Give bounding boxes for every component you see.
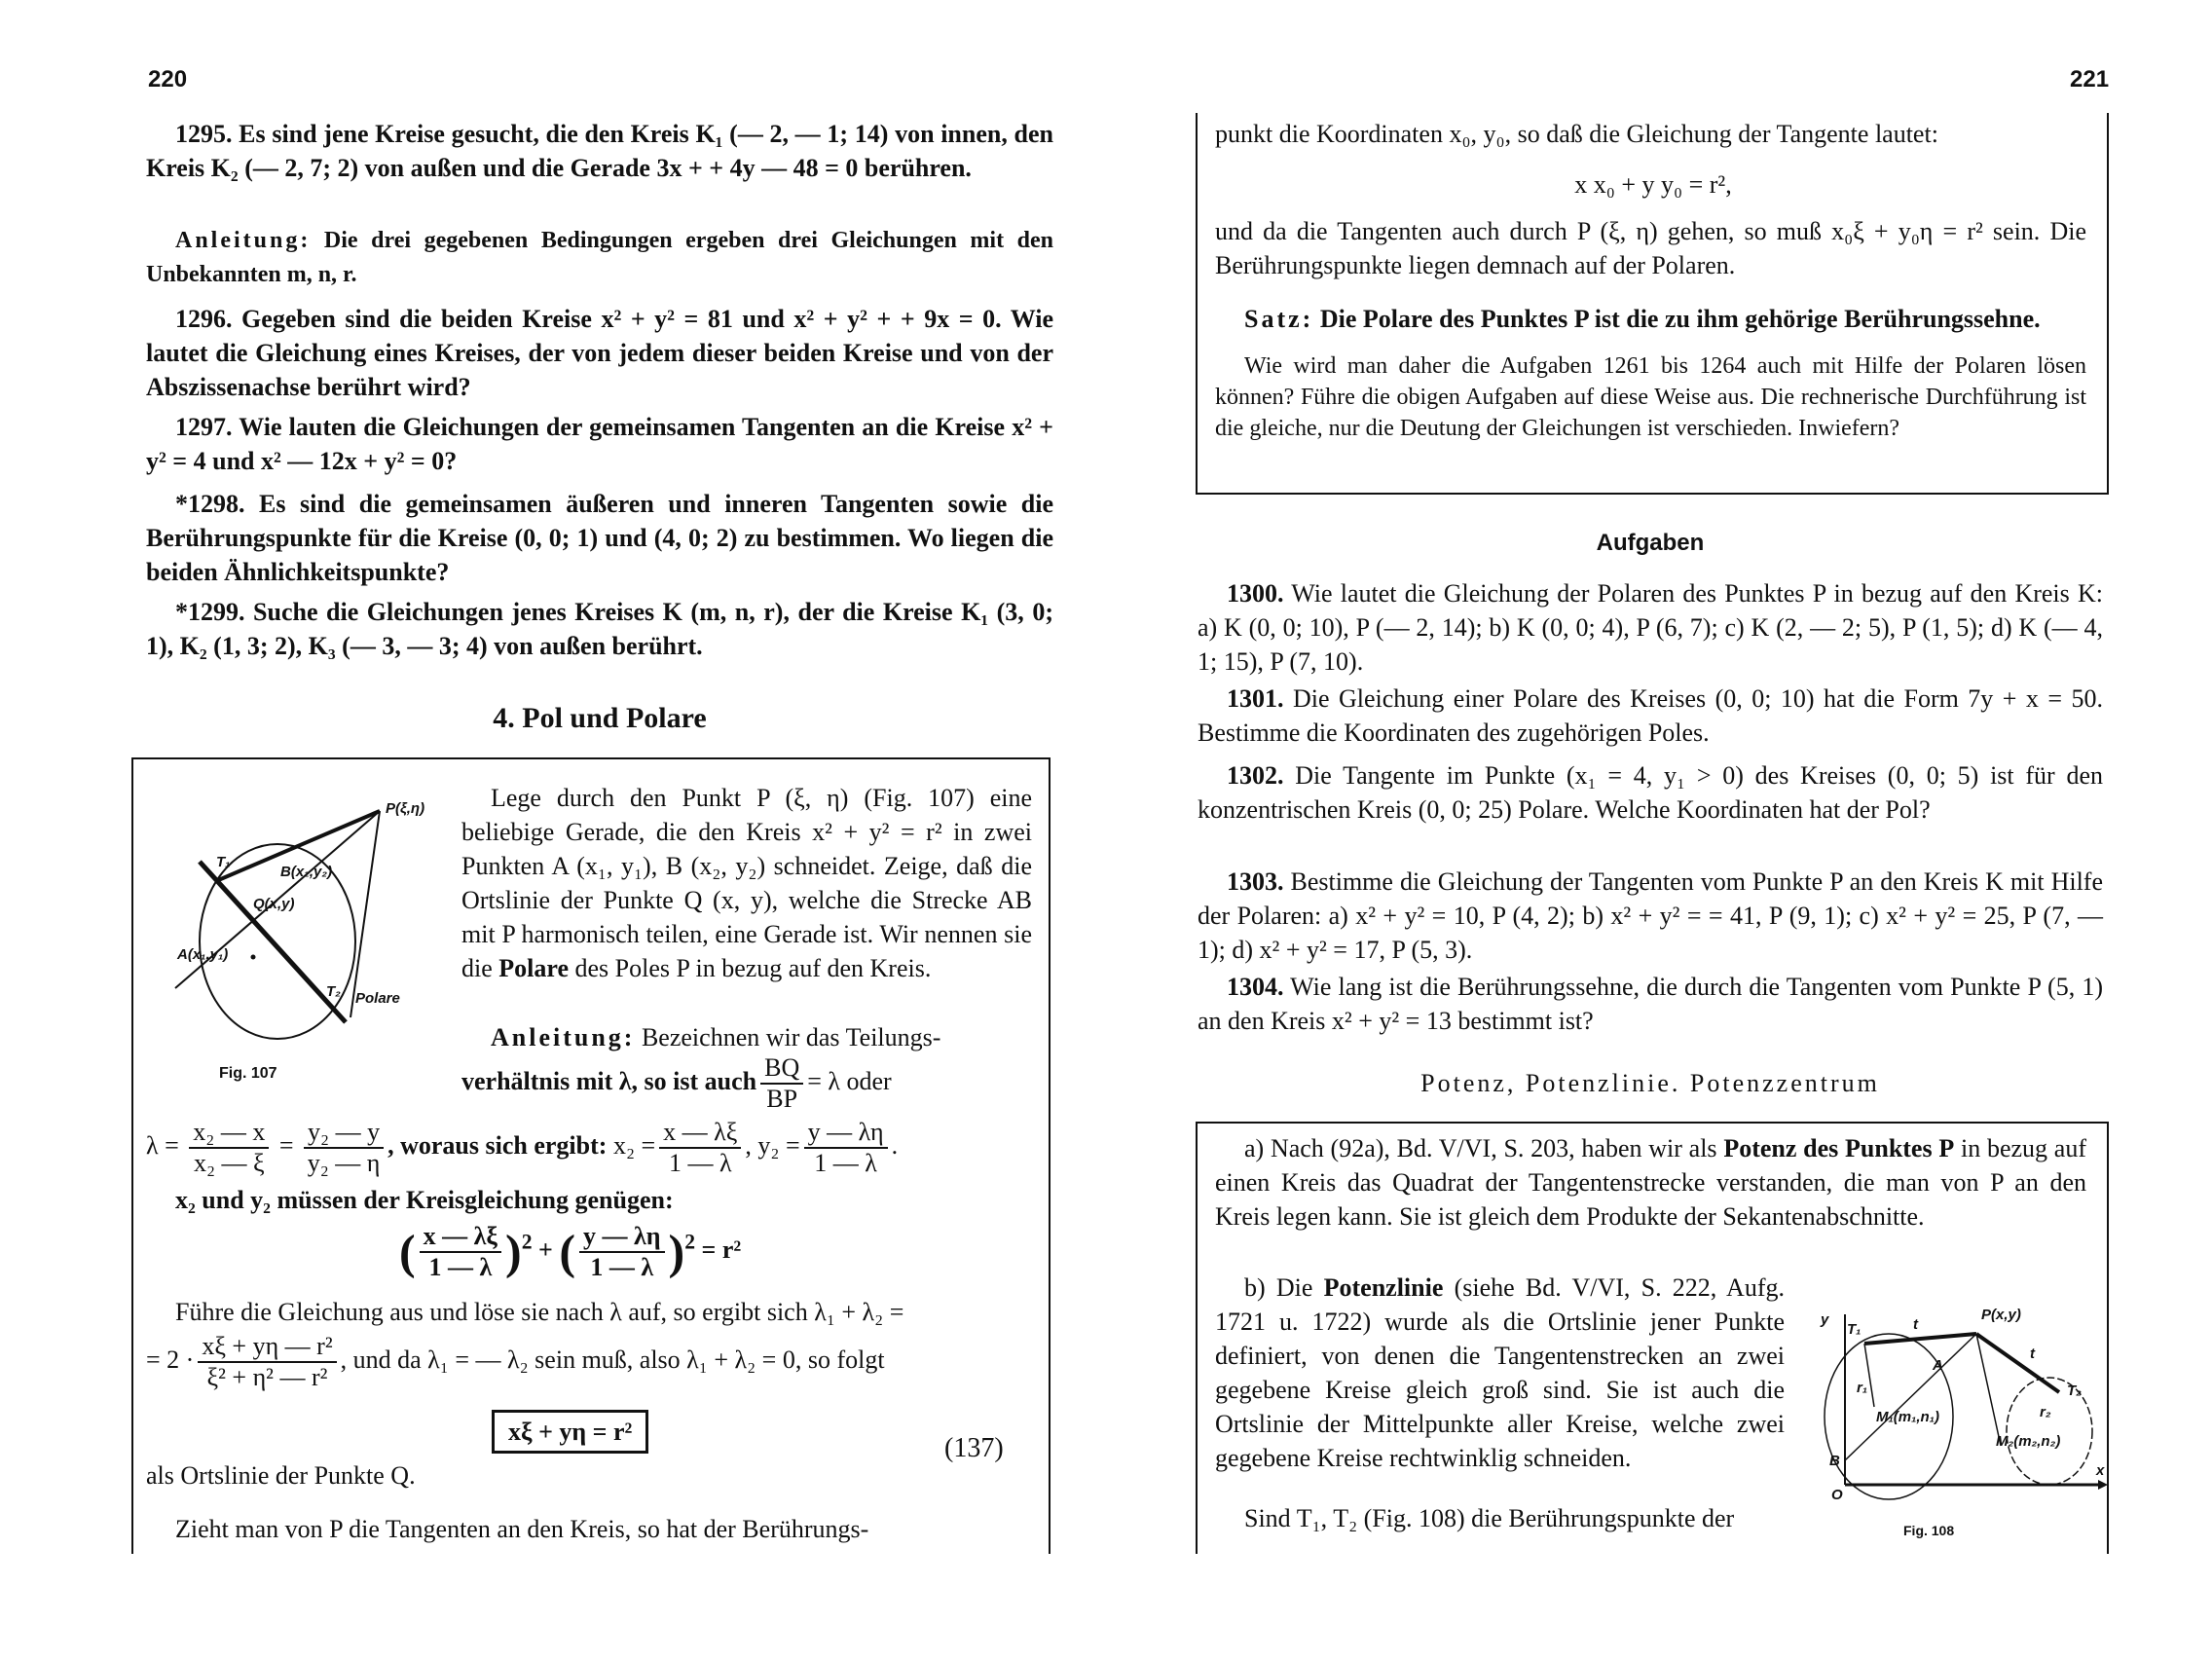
boxed-equation: xξ + yη = r² <box>492 1410 648 1454</box>
problem-number: 1300. <box>1227 579 1284 608</box>
hint-text: Die drei gegebenen Bedingungen ergeben drei Gleichungen mit den Unbekannten m, n, r. <box>146 228 1053 287</box>
tangent-equation: x x₀ + y y₀ = r², <box>1574 170 1732 199</box>
fraction <box>189 1118 269 1178</box>
numerator: y₂ — y <box>304 1118 384 1149</box>
equation-number: (137) <box>944 1433 1004 1463</box>
numerator: y — λη <box>804 1118 888 1149</box>
box-bottom-continuation: Sind T₁, T₂ (Fig. 108) die Berührungspunkte der <box>1244 1504 1735 1532</box>
figure-108-caption: Fig. 108 <box>1903 1523 1955 1538</box>
satz <box>1215 302 2086 336</box>
eq3-text: , und da λ₁ = — λ₂ sein muß, also λ₁ + λ₂ = 0, so folgt <box>340 1345 885 1374</box>
box-top-paragraph: und da die Tangenten auch durch P (ξ, η) gehen, so muß x₀ξ + y₀η = r² sein. Die Berührungspunkte liegen demnach auf der Polaren. <box>1215 217 2086 279</box>
solve-paragraph: Führe die Gleichung aus und löse sie nach λ auf, so ergibt sich λ₁ + λ₂ = <box>175 1298 904 1326</box>
problem-1302 <box>1198 758 2103 827</box>
figure-107-caption: Fig. 107 <box>219 1065 277 1082</box>
label-o: O <box>1831 1487 1843 1503</box>
aufgaben-heading: Aufgaben <box>1596 530 1705 556</box>
label-m2: M₂(m₂,n₂) <box>1996 1433 2061 1450</box>
label-a: A <box>1933 1357 1943 1374</box>
b-text: b) Die <box>1244 1273 1324 1302</box>
numerator: x₂ — x <box>189 1118 269 1149</box>
fraction <box>804 1118 888 1178</box>
label-t-1: t <box>1913 1316 1918 1333</box>
plus: + <box>538 1235 553 1264</box>
denominator: 1 — λ <box>814 1149 877 1177</box>
label-r2: r₂ <box>2040 1404 2051 1420</box>
numerator: xξ + yη — r² <box>198 1332 336 1363</box>
a-rest: in bezug auf einen Kreis das Quadrat der Tangentenstrecke verstanden, die man von P an den Kreis legen kann. Sie ist gleich dem Produkte der Sekantenabschnitte. <box>1215 1134 2086 1231</box>
label-r1: r₁ <box>1857 1380 1868 1396</box>
problem-1297: 1297. Wie lauten die Gleichungen der gemeinsamen Tangenten an die Kreise x² + y² = 4 und x² — 12x + y² = 0? <box>146 413 1053 475</box>
hint-end: = λ oder <box>807 1066 892 1095</box>
problem-1298: *1298. Es sind die gemeinsamen äußeren und inneren Tangenten sowie die Berührungspunkte für die Kreise (0, 0; 1) und (4, 0; 2) zu bestimmen. Wo liegen die beiden Ähnlichkeitspunkte? <box>146 490 1053 586</box>
square: 2 <box>684 1230 696 1254</box>
label-a: A(x₁,y₁) <box>177 946 229 963</box>
b-rest: (siehe Bd. V/VI, S. 222, Aufg. 1721 u. 1722) wurde als die Ortslinie jener Punkte definiert, von denen die Tangentenstrecken an zwei gegebene Kreise gleich groß sind. Sie ist auch die Ortslinie der Mittelpunkte aller Kreise, welche zwei gegebene Kreise rechtwinklig schneiden. <box>1215 1273 1785 1472</box>
period: . <box>891 1130 899 1160</box>
problem-number: 1302. <box>1227 761 1284 790</box>
locus-text: als Ortslinie der Punkte Q. <box>146 1461 416 1490</box>
hint-label: Anleitung: <box>491 1023 636 1051</box>
problem-text: Bestimme die Gleichung der Tangenten vom Punkte P an den Kreis K mit Hilfe der Polaren: a) x² + y² = 10, P (4, 2); b) x² + y² = = 41, P (9, 1); c) x² + y² = 25, P (7, — 1); d) x² + y² = 17, P (5, 3). <box>1198 867 2103 964</box>
fraction <box>420 1222 501 1282</box>
problem-text: Die Gleichung einer Polare des Kreises (0, 0; 10) hat die Form 7y + x = 50. Bestimme die Koordinaten des zugehörigen Poles. <box>1198 684 2103 747</box>
equation-circle: ( $\frac{x — \lambda\xi}{1 — \lambda}$ )$^2$ + ( $\frac{y — \lambda\eta}{1 — \lambda}$ )$^2$ = r² <box>399 1222 742 1281</box>
problem-number: 1304. <box>1227 973 1284 1001</box>
equation-lambda-sum <box>146 1332 885 1392</box>
lead: = 2 · <box>146 1345 195 1374</box>
label-y: y <box>1821 1311 1829 1328</box>
page-number-left: 220 <box>148 66 188 92</box>
label-b: B(x₂,y₂) <box>280 864 333 880</box>
denominator: 1 — λ <box>668 1149 732 1177</box>
numerator: x — λξ <box>420 1222 501 1253</box>
potenz-definition <box>1215 1131 2086 1234</box>
problem-1304 <box>1198 970 2103 1038</box>
polar-line <box>200 862 346 1022</box>
square: 2 <box>521 1230 533 1254</box>
fraction <box>304 1118 384 1178</box>
intro-text-end: des Poles P in bezug auf den Kreis. <box>568 954 932 982</box>
numerator: x — λξ <box>659 1118 741 1149</box>
intro-paragraph <box>461 781 1032 985</box>
problem-1299: *1299. Suche die Gleichungen jenes Kreises K (m, n, r), der die Kreise K₁ (3, 0; 1), K₂ (1, 3; 2), K₃ (— 3, — 3; 4) von außen berührt. <box>146 598 1053 660</box>
tangent-t2 <box>1976 1334 2059 1392</box>
page-number-right: 221 <box>2070 66 2110 92</box>
potenz-heading: Potenz, Potenzlinie. Potenzzentrum <box>1420 1069 1880 1097</box>
label-t1: T₁ <box>1847 1321 1862 1338</box>
label-q: Q(x,y) <box>253 896 295 912</box>
x2-eq: x₂ = <box>612 1130 656 1160</box>
tangent-paragraph: Zieht man von P die Tangenten an den Kreis, so hat der Berührungs- <box>175 1515 869 1543</box>
potenzlinie-definition <box>1215 1271 1785 1475</box>
denominator: x₂ — ξ <box>193 1149 265 1177</box>
hint-line-2 <box>461 1053 892 1114</box>
tangent-line-2 <box>350 811 380 1017</box>
label-polare: Polare <box>355 990 400 1007</box>
woraus-text: , woraus sich ergibt: <box>387 1130 608 1160</box>
denominator: y₂ — η <box>307 1149 381 1177</box>
hint-paragraph <box>461 1020 1032 1054</box>
figure-108 <box>1816 1300 2108 1509</box>
equals: = <box>278 1130 294 1160</box>
problem-text: Die Tangente im Punkte (x₁ = 4, y₁ > 0) des Kreises (0, 0; 5) ist für den konzentrischen Kreis (0, 0; 25) Polare. Welche Koordinaten hat der Pol? <box>1198 761 2103 824</box>
secant <box>1845 1334 1976 1460</box>
problem-number: 1301. <box>1227 684 1284 713</box>
label-m1: M₁(m₁,n₁) <box>1876 1409 1939 1425</box>
radius-1 <box>1864 1344 1874 1407</box>
hint-line2-text: verhältnis mit λ, so ist auch <box>461 1066 757 1095</box>
box-top-line1: punkt die Koordinaten x₀, y₀, so daß die Gleichung der Tangente lautet: <box>1215 120 1938 148</box>
label-t-2: t <box>2030 1346 2035 1362</box>
potenzlinie-term: Potenzlinie <box>1323 1273 1444 1302</box>
y2-eq: , y₂ = <box>745 1130 800 1160</box>
section-heading: 4. Pol und Polare <box>493 702 707 734</box>
fraction <box>659 1118 741 1178</box>
problem-1296: 1296. Gegeben sind die beiden Kreise x² + y² = 81 und x² + y² + + 9x = 0. Wie lautet die Gleichung eines Kreises, der von jedem dieser beiden Kreise und von der Abszissenachse berührt wird? <box>146 305 1053 401</box>
numerator: y — λη <box>579 1222 665 1253</box>
denominator: 1 — λ <box>590 1253 654 1281</box>
problem-text: Wie lautet die Gleichung der Polaren des Punktes P in bezug auf den Kreis K: a) K (0, 0; 10), P (— 2, 14); b) K (0, 0; 4), P (6, 7); c) K (2, — 2; 5), P (1, 5); d) K (— 4, 1; 15), P (7, 10). <box>1198 579 2103 676</box>
problem-text: Wie lang ist die Berührungssehne, die durch die Tangenten vom Punkte P (5, 1) an den Kreis x² + y² = 13 bestimmt ist? <box>1198 973 2103 1035</box>
problem-1295: 1295. Es sind jene Kreise gesucht, die den Kreis K₁ (— 2, — 1; 14) von innen, den Kreis K₂ (— 2, 7; 2) von außen und die Gerade 3x + + 4y — 48 = 0 berühren. <box>146 120 1053 182</box>
equation-lambda <box>146 1118 898 1178</box>
satz-text: Die Polare des Punktes P ist die zu ihm gehörige Berührungssehne. <box>1313 305 2041 333</box>
denominator: BP <box>766 1085 798 1113</box>
tangent-t1 <box>1864 1334 1976 1344</box>
x-axis-arrow <box>2098 1480 2108 1490</box>
label-p: P(ξ,η) <box>386 800 425 817</box>
satz-label: Satz: <box>1244 305 1314 333</box>
fraction <box>579 1222 665 1282</box>
label-x: x <box>2096 1462 2105 1479</box>
figure-107 <box>156 784 438 1051</box>
box-top-question: Wie wird man daher die Aufgaben 1261 bis 1264 auch mit Hilfe der Polaren lösen können? Führe die obigen Aufgaben auf diese Weise aus. Die rechnerische Durchführung ist die gleiche, nur die Deutung der Gleichungen ist verschieden. Inwiefern? <box>1215 353 2086 441</box>
x2y2-text: x₂ und y₂ müssen der Kreisgleichung genügen: <box>175 1186 674 1214</box>
label-t2: T₂ <box>2067 1382 2082 1399</box>
problem-1303 <box>1198 865 2103 967</box>
label-p: P(x,y) <box>1981 1307 2021 1323</box>
label-t1: T₁ <box>216 854 231 870</box>
problem-1301 <box>1198 682 2103 750</box>
center-point <box>251 955 256 960</box>
a-text: a) Nach (92a), Bd. V/VI, S. 203, haben wir als <box>1244 1134 1724 1162</box>
denominator: ξ² + η² — r² <box>206 1363 328 1391</box>
hint-1295 <box>146 224 1053 292</box>
hint-label: Anleitung: <box>175 228 312 253</box>
hint-text: Bezeichnen wir das Teilungs- <box>635 1023 941 1051</box>
numerator: BQ <box>760 1053 803 1085</box>
lambda-eq: λ = <box>146 1130 179 1160</box>
label-t2: T₂ <box>326 983 341 1000</box>
intro-text: Lege durch den Punkt P (ξ, η) (Fig. 107) eine beliebige Gerade, die den Kreis x² + y² = r² in zwei Punkten A (x₁, y₁), B (x₂, y₂) schneidet. Zeige, daß die Ortslinie der Punkte Q (x, y), welche die Strecke AB mit P harmonisch teilen, eine Gerade ist. Wir nennen sie die <box>461 784 1032 982</box>
fraction-bq-bp <box>760 1053 803 1114</box>
label-b: B <box>1829 1453 1840 1469</box>
polare-term: Polare <box>498 954 569 982</box>
problem-number: 1303. <box>1227 867 1284 896</box>
rhs: = r² <box>701 1235 742 1264</box>
denominator: 1 — λ <box>428 1253 493 1281</box>
problem-1300 <box>1198 576 2103 679</box>
potenz-term: Potenz des Punktes P <box>1723 1134 1955 1162</box>
fraction <box>198 1332 336 1392</box>
